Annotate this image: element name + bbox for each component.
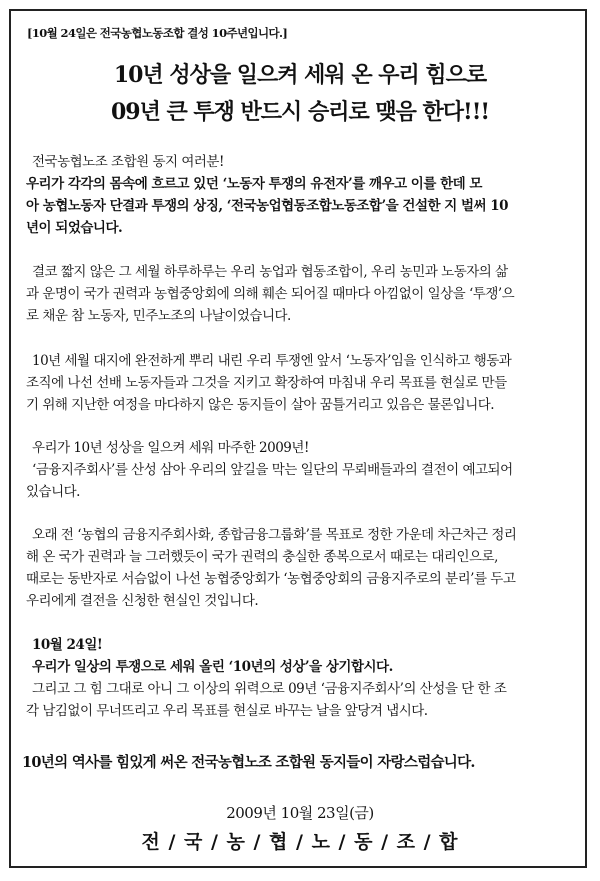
paragraph-rooted-struggle bbox=[26, 350, 574, 416]
paragraph-line: 해 온 국가 권력과 늘 그러했듯이 국가 권력의 충실한 종복으로서 때로는 대리인으로, bbox=[26, 549, 498, 565]
paragraph-line: ‘금융지주회사’를 산성 삼아 우리의 앞길을 막는 일단의 무뢰배들과의 결전이 예고되어 bbox=[32, 462, 513, 478]
paragraph-2009 bbox=[26, 437, 574, 503]
greeting-body-line: 아 농협노동자 단결과 투쟁의 상징, ‘전국농업협동조합노동조합’을 건설한 지 벌써 10 bbox=[26, 198, 509, 214]
paragraph-struggle-history bbox=[26, 261, 574, 327]
paragraph-line: 우리에게 결전을 신청한 현실인 것입니다. bbox=[26, 593, 259, 609]
greeting-body-line: 우리가 각각의 몸속에 흐르고 있던 ‘노동자 투쟁의 유전자’를 깨우고 이를 한데 모 bbox=[26, 176, 482, 192]
greeting-body-line: 년이 되었습니다. bbox=[26, 220, 123, 236]
paragraph-financial-holding bbox=[26, 524, 574, 612]
greeting-line: 전국농협노조 조합원 동지 여러분! bbox=[32, 154, 224, 170]
paragraph-line: 과 운명이 국가 권력과 농협중앙회에 의해 훼손 되어질 때마다 아낌없이 일상을 ‘투쟁’으 bbox=[26, 286, 515, 302]
paragraph-line: 있습니다. bbox=[26, 484, 80, 500]
organization-signature: 전 / 국 / 농 / 협 / 노 / 동 / 조 / 합 bbox=[141, 831, 459, 853]
paragraph-line: 그리고 그 힘 그대로 아니 그 이상의 위력으로 09년 ‘금융지주회사’의 산성을 단 한 조 bbox=[32, 681, 507, 697]
paragraph-line: 10년 세월 대지에 완전하게 뿌리 내린 우리 투쟁엔 앞서 ‘노동자’임을 인식하고 행동과 bbox=[32, 353, 512, 369]
issue-date: 2009년 10월 23일(금) bbox=[226, 804, 374, 822]
paragraph-line: 조직에 나선 선배 노동자들과 그것을 지키고 확장하여 마침내 우리 목표를 현실로 만들 bbox=[26, 375, 507, 391]
paragraph-line: 때로는 동반자로 서슴없이 나선 농협중앙회가 ‘농협중앙회의 금융지주로의 분리’를 두고 bbox=[26, 571, 516, 587]
paragraph-bold-line: 우리가 일상의 투쟁으로 세워 올린 ‘10년의 성상’을 상기합시다. bbox=[32, 659, 393, 675]
headline-line-1: 10년 성상을 일으켜 세워 온 우리 힘으로 bbox=[113, 62, 487, 88]
paragraph-line: 오래 전 ‘농협의 금융지주회사화, 종합금융그룹화’를 목표로 정한 가운데 차근차근 정리 bbox=[32, 527, 517, 543]
closing-statement: 10년의 역사를 힘있게 써온 전국농협노조 조합원 동지들이 자랑스럽습니다. bbox=[22, 754, 475, 771]
anniversary-tagline: [10월 24일은 전국농협노동조합 결성 10주년입니다.] bbox=[27, 26, 288, 40]
paragraph-line: 우리가 10년 성상을 일으켜 세워 마주한 2009년! bbox=[32, 440, 309, 456]
paragraph-line: 결코 짧지 않은 그 세월 하루하루는 우리 농업과 협동조합이, 우리 농민과 노동자의 삶 bbox=[32, 264, 508, 280]
paragraph-bold-line: 10월 24일! bbox=[32, 637, 103, 653]
headline-line-2: 09년 큰 투쟁 반드시 승리로 맺음 한다!!! bbox=[110, 99, 490, 125]
paragraph-line: 각 남김없이 무너뜨리고 우리 목표를 현실로 바꾸는 날을 앞당겨 냅시다. bbox=[26, 703, 428, 719]
paragraph-greeting bbox=[26, 151, 574, 239]
paragraph-line: 로 채운 참 노동자, 민주노조의 나날이었습니다. bbox=[26, 308, 291, 324]
paragraph-line: 기 위해 지난한 여정을 마다하지 않은 동지들이 살아 꿈틀거리고 있음은 물론입니다. bbox=[26, 397, 495, 413]
paragraph-october-24 bbox=[26, 634, 574, 722]
